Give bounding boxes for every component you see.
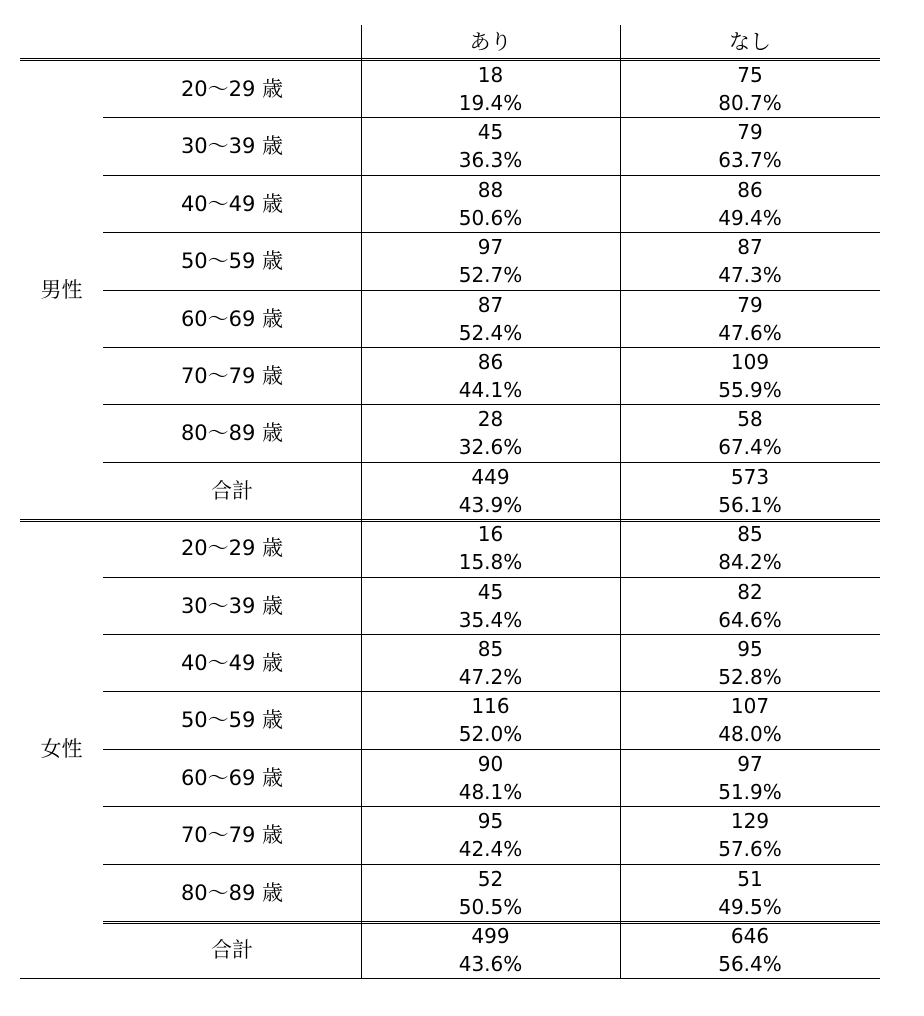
- age-label-text: 50～59 歳: [180, 248, 284, 273]
- age-label-text: 40～49 歳: [180, 191, 284, 216]
- ari-count: 28: [477, 406, 504, 431]
- nashi-percent: 47.6%: [718, 320, 782, 345]
- age-label-text: 30～39 歳: [180, 593, 284, 618]
- ari-count: 85: [477, 636, 504, 661]
- ari-count: 499: [471, 923, 510, 948]
- age-label: [103, 404, 361, 461]
- nashi-cell: [620, 864, 880, 921]
- total-label: [103, 921, 361, 978]
- nashi-percent: 64.6%: [718, 607, 782, 632]
- age-label: [103, 519, 361, 576]
- ari-count: 86: [477, 349, 504, 374]
- table-bottom-rule: [20, 978, 880, 979]
- ari-percent: 52.0%: [458, 721, 523, 746]
- nashi-percent: 67.4%: [718, 434, 782, 459]
- nashi-count: 109: [730, 349, 770, 374]
- ari-percent: 36.3%: [458, 147, 523, 172]
- nashi-cell: [620, 806, 880, 863]
- age-label: [103, 117, 361, 174]
- nashi-count: 87: [737, 234, 763, 259]
- nashi-count: 646: [730, 923, 770, 948]
- nashi-percent: 57.6%: [718, 836, 782, 861]
- ari-percent: 48.1%: [458, 779, 523, 804]
- ari-percent: 35.4%: [458, 607, 523, 632]
- nashi-cell: [620, 749, 880, 806]
- ari-count: 88: [477, 177, 504, 202]
- ari-count: 18: [477, 62, 504, 87]
- ari-cell: [361, 290, 620, 347]
- total-ari-cell: [361, 462, 620, 519]
- ari-count: 16: [477, 521, 504, 546]
- nashi-count: 79: [737, 119, 763, 144]
- header-rule-top: [20, 58, 880, 59]
- age-label: [103, 864, 361, 921]
- ari-percent: 15.8%: [458, 549, 523, 574]
- total-nashi-cell: [620, 462, 880, 519]
- nashi-cell: [620, 290, 880, 347]
- nashi-percent: 55.9%: [718, 377, 782, 402]
- ari-cell: [361, 864, 620, 921]
- age-label: [103, 232, 361, 289]
- nashi-percent: 51.9%: [718, 779, 782, 804]
- ari-percent: 50.6%: [458, 205, 523, 230]
- age-label: [103, 347, 361, 404]
- age-label: [103, 290, 361, 347]
- ari-cell: [361, 60, 620, 117]
- total-nashi-cell: [620, 921, 880, 978]
- nashi-cell: [620, 117, 880, 174]
- age-label: [103, 691, 361, 748]
- nashi-percent: 56.4%: [718, 951, 782, 976]
- ari-cell: [361, 577, 620, 634]
- nashi-cell: [620, 232, 880, 289]
- ari-count: 52: [477, 866, 504, 891]
- ari-cell: [361, 634, 620, 691]
- nashi-count: 85: [737, 521, 763, 546]
- ari-cell: [361, 232, 620, 289]
- nashi-cell: [620, 60, 880, 117]
- nashi-percent: 63.7%: [718, 147, 782, 172]
- nashi-count: 75: [737, 62, 763, 87]
- nashi-cell: [620, 347, 880, 404]
- ari-percent: 19.4%: [458, 90, 523, 115]
- nashi-cell: [620, 691, 880, 748]
- nashi-count: 58: [737, 406, 763, 431]
- nashi-count: 51: [737, 866, 763, 891]
- ari-percent: 32.6%: [458, 434, 523, 459]
- nashi-percent: 56.1%: [718, 492, 782, 517]
- nashi-count: 95: [737, 636, 763, 661]
- nashi-cell: [620, 634, 880, 691]
- ari-cell: [361, 806, 620, 863]
- age-label: [103, 60, 361, 117]
- ari-percent: 52.4%: [458, 320, 523, 345]
- age-label-text: 80～89 歳: [180, 880, 284, 905]
- nashi-percent: 80.7%: [718, 90, 782, 115]
- gender-label-0: [20, 60, 103, 519]
- age-label: [103, 806, 361, 863]
- nashi-count: 86: [737, 177, 763, 202]
- total-label-text: 合計: [211, 937, 253, 962]
- nashi-percent: 49.5%: [718, 894, 782, 919]
- ari-count: 95: [477, 808, 504, 833]
- age-label-text: 20～29 歳: [180, 535, 284, 560]
- nashi-count: 82: [737, 579, 763, 604]
- ari-cell: [361, 519, 620, 576]
- ari-percent: 44.1%: [458, 377, 523, 402]
- ari-percent: 43.6%: [458, 951, 523, 976]
- age-label-text: 20～29 歳: [180, 76, 284, 101]
- nashi-count: 573: [730, 464, 770, 489]
- total-label-text: 合計: [211, 478, 253, 503]
- ari-count: 45: [477, 579, 504, 604]
- age-label-text: 80～89 歳: [180, 420, 284, 445]
- nashi-percent: 52.8%: [718, 664, 782, 689]
- nashi-count: 79: [737, 292, 763, 317]
- nashi-percent: 47.3%: [718, 262, 782, 287]
- nashi-percent: 84.2%: [718, 549, 782, 574]
- age-label-text: 60～69 歳: [180, 765, 284, 790]
- age-label: [103, 749, 361, 806]
- age-label-text: 60～69 歳: [180, 306, 284, 331]
- ari-count: 449: [471, 464, 510, 489]
- age-label-text: 30～39 歳: [180, 133, 284, 158]
- gender-label-1: [20, 519, 103, 978]
- header-ari: [361, 25, 620, 58]
- ari-percent: 50.5%: [458, 894, 523, 919]
- nashi-count: 97: [737, 751, 763, 776]
- age-label: [103, 634, 361, 691]
- ari-percent: 47.2%: [458, 664, 523, 689]
- total-label: [103, 462, 361, 519]
- age-label: [103, 577, 361, 634]
- ari-percent: 42.4%: [458, 836, 523, 861]
- age-label: [103, 175, 361, 232]
- age-label-text: 50～59 歳: [180, 707, 284, 732]
- total-ari-cell: [361, 921, 620, 978]
- header-nashi: [620, 25, 880, 58]
- ari-cell: [361, 117, 620, 174]
- header-nashi-label: なし: [729, 29, 771, 54]
- gender-label-text: 女性: [40, 736, 83, 761]
- age-label-text: 40～49 歳: [180, 650, 284, 675]
- nashi-cell: [620, 175, 880, 232]
- ari-count: 90: [477, 751, 504, 776]
- ari-cell: [361, 404, 620, 461]
- age-label-text: 70～79 歳: [180, 822, 284, 847]
- header-ari-label: あり: [469, 29, 512, 54]
- nashi-percent: 48.0%: [718, 721, 782, 746]
- ari-cell: [361, 347, 620, 404]
- nashi-count: 129: [730, 808, 770, 833]
- nashi-cell: [620, 404, 880, 461]
- ari-count: 116: [471, 693, 510, 718]
- ari-cell: [361, 175, 620, 232]
- ari-percent: 43.9%: [458, 492, 523, 517]
- gender-label-text: 男性: [40, 277, 83, 302]
- nashi-cell: [620, 519, 880, 576]
- age-label-text: 70～79 歳: [180, 363, 284, 388]
- ari-cell: [361, 749, 620, 806]
- ari-cell: [361, 691, 620, 748]
- ari-count: 87: [477, 292, 504, 317]
- nashi-cell: [620, 577, 880, 634]
- ari-count: 97: [477, 234, 504, 259]
- nashi-percent: 49.4%: [718, 205, 782, 230]
- ari-percent: 52.7%: [458, 262, 523, 287]
- ari-count: 45: [477, 119, 504, 144]
- nashi-count: 107: [730, 693, 770, 718]
